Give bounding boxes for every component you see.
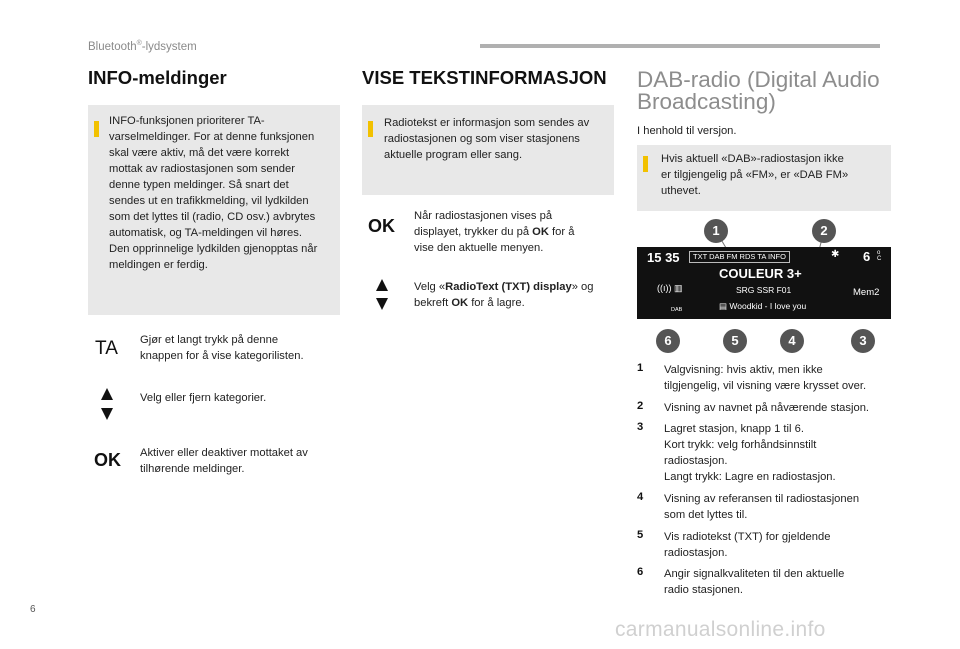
text-info-note <box>362 105 614 195</box>
callout-1: 1 <box>704 219 728 243</box>
legend-number: 6 <box>637 566 644 578</box>
info-icon <box>368 121 373 137</box>
arrow-down-icon <box>376 298 388 310</box>
signal-quality-icon: ((ı)) ▥ <box>657 283 683 293</box>
dab-heading: DAB-radio (Digital Audio Broadcasting) <box>637 67 880 114</box>
station-name: COULEUR 3+ <box>719 266 802 281</box>
callout-5: 5 <box>723 329 747 353</box>
ok-key-description: Når radiostasjonen vises på displayet, trykker du på OK for å vise den aktuelle menyen. <box>414 210 575 254</box>
ok-key-label: OK <box>94 450 121 470</box>
ta-key-description: Gjør et langt trykk på denne knappen for å vise kategorilisten. <box>140 334 304 362</box>
info-messages-heading: INFO-meldinger <box>88 67 227 88</box>
header-title-main: Bluetooth <box>88 40 137 53</box>
text-info-note-text: Radiotekst er informasjon som sendes av radiostasjonen og som viser stasjonens aktuelle program eller sang. <box>384 117 590 161</box>
bluetooth-icon: ✱ <box>831 249 840 260</box>
legend-number: 1 <box>637 362 644 374</box>
legend-number: 4 <box>637 491 644 503</box>
temperature-unit: o C <box>877 250 882 262</box>
clock: 15 35 <box>647 250 680 265</box>
legend-item: Lagret stasjon, knapp 1 til 6. Kort trykk: velg forhåndsinnstilt radiostasjon. Langt trykk: Lagre en radiostasjon. <box>664 423 836 483</box>
header-title-suffix: -lydsystem <box>141 40 197 53</box>
legend-item: Valgvisning: hvis aktiv, men ikke tilgjengelig, vil visning være krysset over. <box>664 364 867 392</box>
select-radiotext-description: Velg «RadioText (TXT) display» og bekreft OK for å lagre. <box>414 281 594 309</box>
legend-number: 3 <box>637 421 644 433</box>
info-icon <box>94 121 99 137</box>
radiotext: ▤ Woodkid - I love you <box>719 301 807 311</box>
memory-preset: Mem2 <box>853 287 880 298</box>
legend-item: Visning av referansen til radiostasjonen som det lyttes til. <box>664 493 860 521</box>
callout-6: 6 <box>656 329 680 353</box>
ta-key-label: TA <box>95 338 118 359</box>
running-header <box>88 40 197 53</box>
text-info-heading: VISE TEKSTINFORMASJON <box>362 67 607 88</box>
ok-key-label: OK <box>368 216 395 236</box>
ok-key-description: Aktiver eller deaktiver mottaket av tilhørende meldinger. <box>140 447 308 475</box>
info-messages-note-text: INFO-funksjonen prioriterer TA- varselmeldinger. For at denne funksjonen skal være aktiv, må det være korrekt mottak av radiostasjonen som sender denne typen meldinger. Så snart det sendes ut en trafikkmelding, vil lydkilden som det lyttes til (radio, CD osv.) avbrytes automatisk, og TA-meldingen vil høres. Den opprinnelige lydkilden gjenopptas når meldingen er ferdig. <box>109 115 318 271</box>
dab-note <box>637 145 891 211</box>
info-icon <box>643 156 648 172</box>
callout-2: 2 <box>812 219 836 243</box>
legend-item: Angir signalkvaliteten til den aktuelle radio stasjonen. <box>664 568 845 596</box>
temperature: 6 <box>863 249 871 264</box>
info-messages-note <box>88 105 340 315</box>
watermark: carmanualsonline.info <box>615 618 826 641</box>
mode-tags: TXT DAB FM RDS TA INFO <box>689 251 790 263</box>
legend-number: 2 <box>637 400 644 412</box>
dab-note-text: Hvis aktuell «DAB»-radiostasjon ikke er tilgjengelig på «FM», er «DAB FM» uthevet. <box>661 153 849 197</box>
station-reference: SRG SSR F01 <box>736 285 792 295</box>
legend-number: 5 <box>637 529 644 541</box>
dab-intro: I henhold til versjon. <box>637 125 737 137</box>
arrow-up-icon <box>376 279 388 291</box>
callout-3: 3 <box>851 329 875 353</box>
radio-display-illustration <box>637 247 891 319</box>
legend-item: Visning av navnet på nåværende stasjon. <box>664 402 870 414</box>
header-rule <box>480 44 880 48</box>
arrow-up-icon <box>101 388 113 400</box>
page-number: 6 <box>30 604 36 615</box>
registered-mark: ® <box>136 40 142 47</box>
arrows-description: Velg eller fjern kategorier. <box>140 392 267 404</box>
callout-4: 4 <box>780 329 804 353</box>
dab-label: DAB <box>671 307 683 313</box>
arrow-down-icon <box>101 408 113 420</box>
legend-item: Vis radiotekst (TXT) for gjeldende radiostasjon. <box>664 531 831 559</box>
